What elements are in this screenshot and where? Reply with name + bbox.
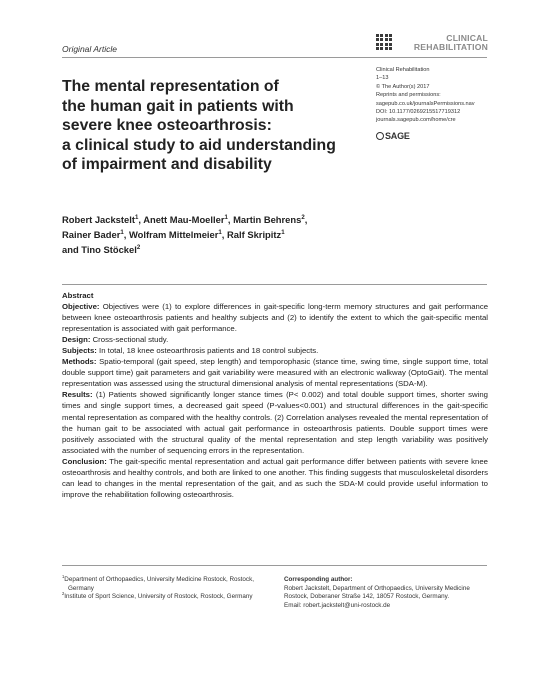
abstract-methods: Methods: Spatio-temporal (gait speed, step length) and temporophasic (stance time, swing time, single support time, total double support time) gait parameters and gait variability were measured with an electronic walkway (OptoGait). The mental representation was assessed using the structural dimensional analysis of mental representations (SDA-M). xyxy=(62,357,488,389)
author-line-3: and Tino Stöckel$^2$ xyxy=(62,244,141,256)
meta-reprints: Reprints and permissions: xyxy=(376,92,441,99)
journal-logo-text: CLINICAL REHABILITATION xyxy=(413,33,488,52)
header-divider xyxy=(62,57,487,58)
article-title: The mental representation of the human gait in patients with severe knee osteoarthrosis: a clinical study to aid understanding of impairment and disability xyxy=(62,78,336,173)
publisher-logo: SAGE xyxy=(376,131,410,141)
abstract-objective: Objective: Objectives were (1) to explore differences in gait-specific long-term memory structures and gait performance between knee osteoarthrosis patients and healthy subjects and (2) to identify the extent to which the gait-specific mental representation is associated with gait performance. xyxy=(62,302,488,334)
sage-circle-icon xyxy=(376,132,384,140)
meta-permissions-link[interactable]: sagepub.co.uk/journalsPermissions.nav xyxy=(376,100,475,107)
abstract xyxy=(62,290,488,500)
abstract-divider xyxy=(62,284,487,285)
author-line-2: Rainer Bader$^1$, Wolfram Mittelmeier$^1$, Ralf Skripitz$^1$ xyxy=(62,229,285,241)
corresponding-author-address: Robert Jackstelt, Department of Orthopaedics, University Medicine Rostock, Doberaner Straße 142, 18057 Rostock, Germany. xyxy=(284,584,470,601)
journal-logo-grid-icon xyxy=(376,34,392,50)
footnote-divider xyxy=(62,565,487,566)
meta-journal-name: Clinical Rehabilitation xyxy=(376,67,430,73)
meta-doi[interactable]: DOI: 10.1177/0269215517719312 xyxy=(376,109,461,116)
abstract-heading: Abstract xyxy=(62,291,94,300)
corresponding-author-email[interactable]: Email: robert.jackstelt@uni-rostock.de xyxy=(284,601,391,609)
author-line-1: Robert Jackstelt$^1$, Anett Mau-Moeller$^1$, Martin Behrens$^2$, xyxy=(62,213,308,225)
abstract-results: Results: (1) Patients showed significantly longer stance times (P< 0.002) and total double support times, shorter swing times and single support times, a decreased gait speed (P-values<0.001) and structural differences in the gait-specific mental representation as compared with the healthy controls. (2) Correlation analyses revealed the mental representation of the human gait to be associated with actual gait performance in osteoarthrosis patients. Double support times were positively associated with the structural quality of the mental representation and step length variability was positively associated with the number of sequencing errors in the representation. xyxy=(62,390,488,455)
abstract-design: Design: Cross-sectional study. xyxy=(62,335,169,345)
affiliation-2: $^2$Institute of Sport Science, University of Rostock, Rostock, Germany xyxy=(62,591,253,601)
meta-copyright: © The Author(s) 2017 xyxy=(376,83,430,90)
journal-logo xyxy=(376,34,488,54)
meta-pages: 1–13 xyxy=(376,75,389,82)
journal-meta xyxy=(376,66,496,125)
abstract-subjects: Subjects: In total, 18 knee osteoarthrosis patients and 18 control subjects. xyxy=(62,346,319,356)
meta-journal-link[interactable]: journals.sagepub.com/home/cre xyxy=(376,117,456,124)
corresponding-author-heading: Corresponding author: xyxy=(284,576,353,583)
corresponding-author xyxy=(284,576,489,610)
abstract-conclusion: Conclusion: The gait-specific mental representation and actual gait performance differ between patients with severe knee osteoarthrosis and healthy controls, and both are linked to one another. This finding suggests that musculoskeletal disorders can lead to changes in the mental representation of the gait, and as such the SDA-M could provide useful information to improve the rehabilitation following osteoarthrosis. xyxy=(62,456,488,499)
affiliations xyxy=(62,573,267,602)
affiliation-1: $^1$Department of Orthopaedics, University Medicine Rostock, Rostock, Germany xyxy=(62,573,254,592)
article-type-label: Original Article xyxy=(62,44,117,54)
author-list xyxy=(62,212,392,258)
